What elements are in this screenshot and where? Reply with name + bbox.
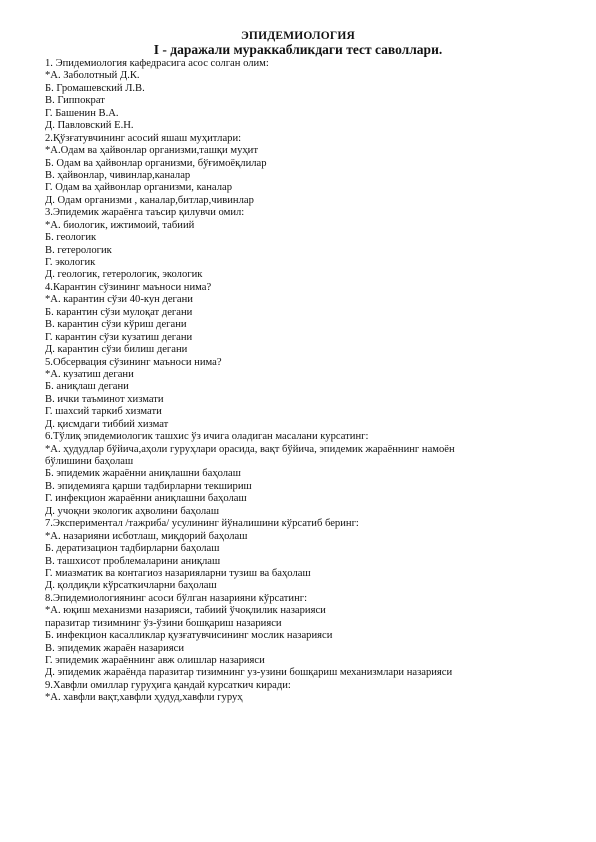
- text-line: Д. учоқни экологик аҳволини баҳолаш: [45, 505, 220, 517]
- text-line: В. ички таъминот хизмати: [45, 393, 164, 405]
- text-line: Д. қолдиқли кўрсаткичларни баҳолаш: [45, 580, 217, 592]
- text-line: 1. Эпидемиология кафедрасига асос солган олим:: [45, 58, 269, 69]
- document-title: ЭПИДЕМИОЛОГИЯ: [240, 30, 356, 42]
- text-line: Д. Одам организми , каналар,битлар,чивинлар: [45, 194, 254, 206]
- text-line: *А. хавфли вақт,хавфли ҳудуд,хавфли гуруҳ: [45, 692, 243, 704]
- text-line: *А. карантин сўзи 40-кун дегани: [45, 294, 193, 306]
- text-line: В. ташхисот проблемаларини аниқлаш: [45, 555, 221, 567]
- text-line: Д. эпидемик жараёнда паразитар тизимнинг уз-узини бошқариш механизмлари назарияси: [45, 667, 453, 679]
- text-line: 9.Хавфли омиллар гуруҳига қандай курсаткич киради:: [45, 679, 291, 691]
- text-line: *А. ҳудудлар бўйича,аҳоли гуруҳлари орасида, вақт бўйича, эпидемик жараённинг намоён: [45, 443, 455, 455]
- text-line: Г. Башенин В.А.: [45, 107, 119, 119]
- text-line: Г. инфекцион жараённи аниқлашни баҳолаш: [45, 493, 247, 505]
- text-line: Б. аниқлаш дегани: [45, 381, 129, 393]
- text-line: Г. Одам ва ҳайвонлар организми, каналар: [45, 182, 233, 194]
- text-line: В. карантин сўзи кўриш дегани: [45, 319, 187, 331]
- text-line: В. ҳайвонлар, чивинлар,каналар: [45, 169, 191, 181]
- text-line: *А. назарияни исботлаш, миқдорий баҳолаш: [45, 530, 248, 542]
- text-line: Г. шахсий таркиб хизмати: [45, 406, 162, 418]
- text-line: Г. эпидемик жараённинг авж олишлар назарияси: [45, 655, 265, 666]
- text-line: 6.Тўлиқ эпидемиологик ташхис ўз ичига оладиган масалани курсатинг:: [45, 431, 369, 443]
- text-line: Б. дератизацион тадбирларни баҳолаш: [45, 543, 220, 555]
- text-line: 3.Эпидемик жараёнга таъсир қилувчи омил:: [45, 207, 245, 219]
- text-line: 5.Обсервация сўзининг маъноси нима?: [45, 356, 222, 368]
- text-line: Д. карантин сўзи билиш дегани: [45, 344, 188, 356]
- text-line: Д. Павловский Е.Н.: [45, 120, 134, 132]
- text-line: Д. геологик, гетерологик, экологик: [45, 269, 203, 281]
- text-line: 4.Карантин сўзининг маъноси нима?: [45, 281, 212, 293]
- text-line: Б. Громашевский Л.В.: [45, 82, 145, 94]
- text-line: бўлишини баҳолаш: [45, 456, 134, 467]
- text-line: В. эпидемик жараён назарияси: [45, 642, 185, 654]
- text-line: Д. қисмдаги тиббий хизмат: [45, 418, 169, 430]
- text-line: *А. биологик, ижтимоий, табиий: [45, 219, 195, 231]
- text-line: 2.Қўзғатувчининг асосий яшаш муҳитлари:: [45, 132, 242, 144]
- text-line: Г. экологик: [45, 257, 96, 268]
- text-line: *А.Одам ва ҳайвонлар организми,ташқи муҳит: [45, 145, 258, 157]
- text-line: *А. Заболотный Д.К.: [45, 70, 140, 82]
- text-line: *А. кузатиш дегани: [45, 368, 134, 380]
- text-line: 7.Экспериментал /тажриба/ усулининг йўналишини кўрсатиб беринг:: [45, 518, 359, 530]
- text-line: 8.Эпидемиологиянинг асоси бўлган назарияни кўрсатинг:: [45, 592, 308, 604]
- text-line: В. Гиппократ: [45, 95, 105, 107]
- text-line: Б. геологик: [45, 232, 97, 244]
- text-line: Г. карантин сўзи кузатиш дегани: [45, 331, 193, 343]
- text-line: В. эпидемияга қарши тадбирларни текшириш: [45, 480, 252, 492]
- text-line: Б. инфекцион касалликлар қузғатувчисининг мослик назарияси: [45, 630, 333, 642]
- test-questions: [45, 58, 565, 705]
- text-line: Б. эпидемик жараённи аниқлашни баҳолаш: [45, 468, 241, 480]
- text-line: В. гетерологик: [45, 244, 112, 256]
- text-line: Б. карантин сўзи мулоқат дегани: [45, 306, 193, 318]
- text-line: Г. миазматик ва контагиоз назарияларни тузиш ва баҳолаш: [45, 567, 311, 579]
- text-line: паразитар тизимнинг ўз-ўзини бошқариш назарияси: [45, 617, 282, 629]
- text-line: *А. юқиш механизми назарияси, табиий ўчоқлилик назарияси: [45, 605, 326, 617]
- text-line: Б. Одам ва ҳайвонлар организми, бўғимоёқлилар: [45, 157, 267, 169]
- document-subtitle: I - даражали мураккабликдаги тест саволлари.: [153, 42, 443, 57]
